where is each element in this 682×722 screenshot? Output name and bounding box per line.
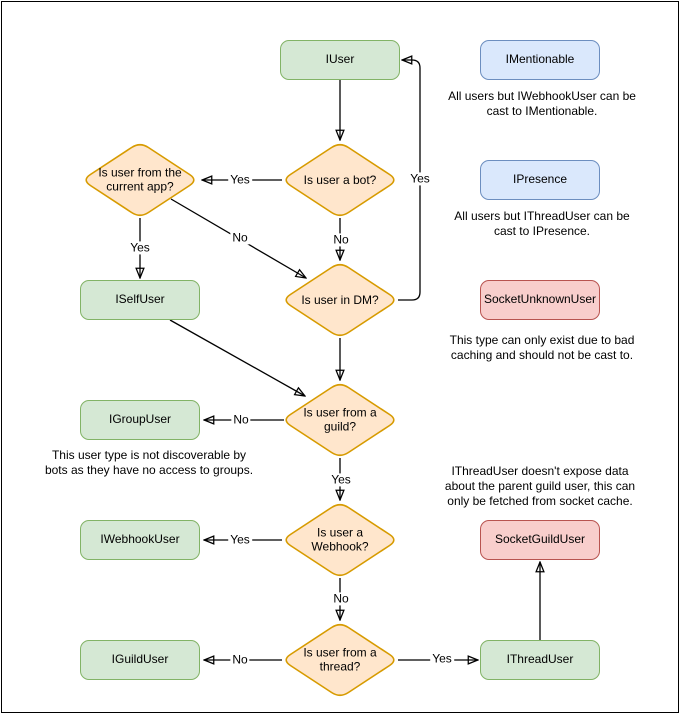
note-igroupuser: This user type is not discoverable by bots as they have no access to groups.: [44, 448, 254, 478]
node-label: IWebhookUser: [100, 532, 180, 547]
edge-label-thread-no: No: [232, 652, 248, 667]
node-iselfuser: [80, 280, 200, 320]
note-ipresence: All users but IThreadUser can be cast to IPresence.: [454, 209, 630, 239]
edge-label-app-yes: Yes: [130, 240, 150, 255]
edge-label-guild-yes: Yes: [331, 472, 351, 487]
decision-is-user-from-guild: [282, 382, 398, 458]
decision-label: Is user from a guild?: [303, 405, 377, 434]
note-socketguilduser: IThreadUser doesn't expose data about the parent guild user, this can only be fetched from socket cache.: [444, 464, 636, 509]
decision-label: Is user in DM?: [301, 292, 379, 307]
node-label: IGuildUser: [111, 652, 169, 667]
decision-is-user-a-webhook: [282, 502, 398, 578]
decision-label: Is user from the current app?: [98, 165, 182, 194]
decision-is-user-from-current-app: [82, 142, 198, 218]
node-socketguilduser: [480, 520, 600, 560]
node-label: IUser: [325, 52, 355, 67]
decision-is-user-in-dm: [282, 262, 398, 338]
node-label: IGroupUser: [108, 412, 172, 427]
node-label: SocketUnknownUser: [483, 292, 597, 307]
note-socketunknownuser: This type can only exist due to bad caching and should not be cast to.: [449, 333, 635, 363]
node-igroupuser: [80, 400, 200, 440]
node-imentionable: [480, 40, 600, 80]
decision-label: Is user a Webhook?: [311, 525, 369, 554]
node-label: SocketGuildUser: [494, 532, 586, 547]
node-label: IThreadUser: [506, 652, 574, 667]
node-iguilduser: [80, 640, 200, 680]
edge-label-dm-yes: Yes: [410, 171, 430, 186]
note-imentionable: All users but IWebhookUser can be cast to IMentionable.: [448, 89, 636, 119]
node-ipresence: [480, 160, 600, 200]
node-label: ISelfUser: [115, 292, 165, 307]
decision-is-user-from-thread: [282, 622, 398, 698]
edge-label-app-no: No: [232, 230, 248, 245]
decision-label: Is user a bot?: [303, 172, 377, 187]
edge-label-guild-no: No: [233, 412, 249, 427]
node-iwebhookuser: [80, 520, 200, 560]
decision-label: Is user from a thread?: [303, 645, 377, 674]
node-label: IPresence: [512, 172, 568, 187]
edge-label-thread-yes: Yes: [432, 651, 452, 666]
node-socketunknownuser: [480, 280, 600, 320]
node-label: IMentionable: [505, 52, 575, 67]
node-ithreaduser: [480, 640, 600, 680]
edge-label-webhook-yes: Yes: [230, 532, 250, 547]
decision-is-user-a-bot: [282, 142, 398, 218]
edge-label-webhook-no: No: [333, 591, 349, 606]
edge-label-bot-no: No: [333, 232, 349, 247]
edge-label-bot-yes: Yes: [230, 172, 250, 187]
node-iuser: [280, 40, 400, 80]
